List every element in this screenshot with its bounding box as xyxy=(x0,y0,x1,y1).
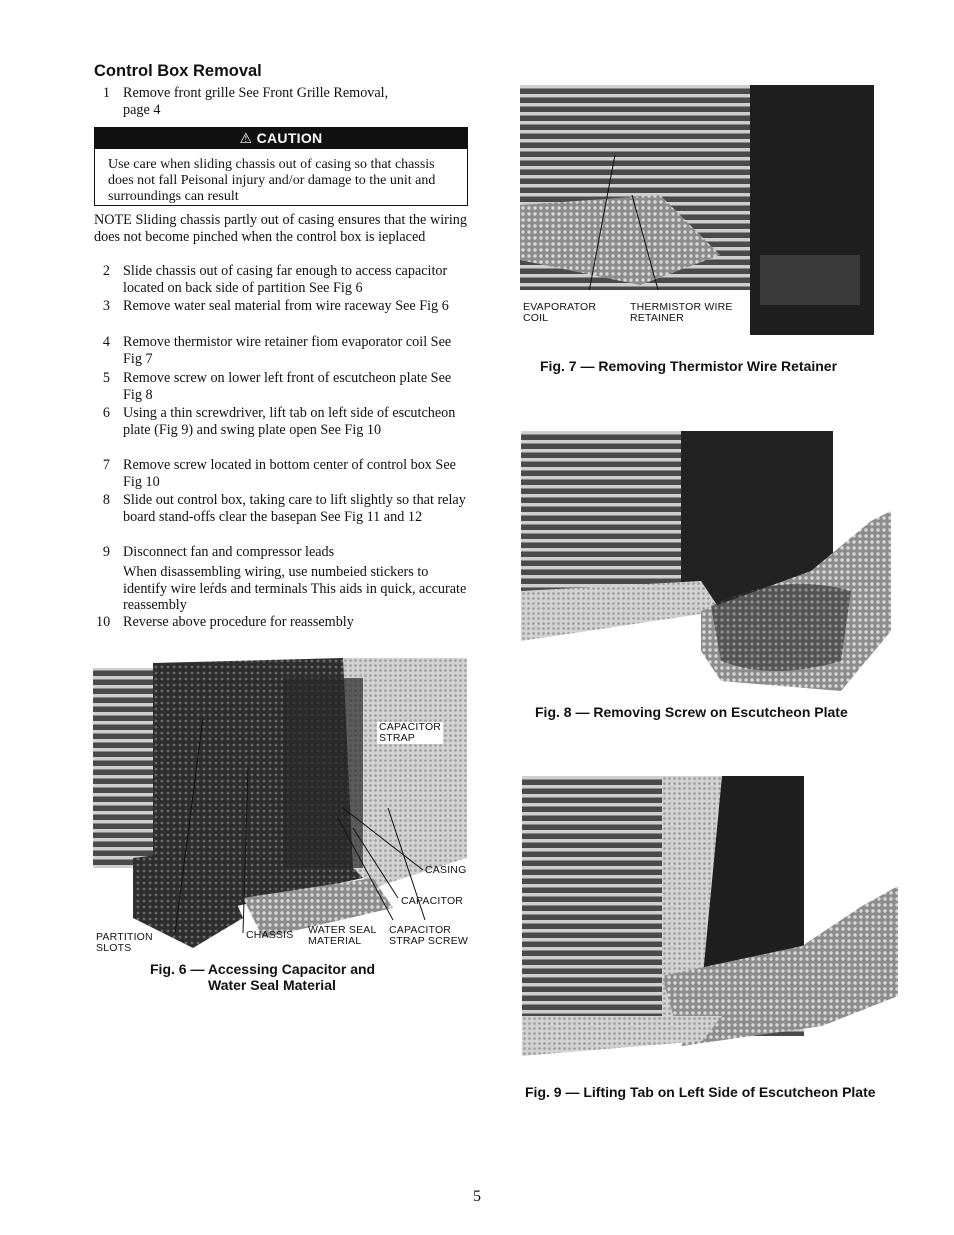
caution-header xyxy=(95,128,467,149)
step-text: Slide out control box, taking care to lift slightly so that relay board stand-offs clear the basepan See Fig 11 and 12 xyxy=(123,492,466,525)
step-number: 10 xyxy=(96,614,111,630)
step-number: 9 xyxy=(102,544,110,560)
fig6-label-partition-slots: PARTITION SLOTS xyxy=(96,931,153,954)
page-number: 5 xyxy=(473,1188,481,1205)
step-number: 4 xyxy=(102,334,110,350)
step-number: 1 xyxy=(102,85,110,101)
step-text: Remove screw on lower left front of escutcheon plate See Fig 8 xyxy=(123,370,452,403)
step-text: Remove water seal material from wire raceway See Fig 6 xyxy=(123,298,449,314)
fig6-label-capacitor: CAPACITOR xyxy=(401,895,464,907)
step-text: Reverse above procedure for reassembly xyxy=(123,614,354,630)
fig6-label-casing: CASING xyxy=(425,864,467,876)
caution-box xyxy=(94,127,468,206)
fig8-caption: Fig. 8 — Removing Screw on Escutcheon Plate xyxy=(535,704,848,720)
fig7-label-evaporator-coil: EVAPORATOR COIL xyxy=(523,301,597,324)
fig8-photo xyxy=(521,431,891,691)
fig6-label-capacitor-strap: CAPACITOR STRAP xyxy=(379,721,442,744)
fig6-label-chassis: CHASSIS xyxy=(246,929,294,941)
fig9-photo xyxy=(522,776,898,1076)
step-number: 5 xyxy=(102,370,110,386)
fig7-caption: Fig. 7 — Removing Thermistor Wire Retainer xyxy=(540,358,838,374)
step-9-note: When disassembling wiring, use numbeied stickers to identify wire leŕds and terminals This aids in quick, accurate reassembly xyxy=(123,564,467,613)
step-text: Using a thin screwdriver, lift tab on left side of escutcheon plate (Fig 9) and swing plate open See Fig 10 xyxy=(123,405,456,438)
fig7-label-thermistor-retainer: THERMISTOR WIRE RETAINER xyxy=(630,301,733,324)
step-number: 8 xyxy=(102,492,110,508)
step-text: Slide chassis out of casing far enough to access capacitor located on back side of partition See Fig 6 xyxy=(123,263,448,296)
caution-title: CAUTION xyxy=(256,130,323,146)
fig6-label-strap-screw: CAPACITOR STRAP SCREW xyxy=(389,924,469,947)
step-text: Remove thermistor wire retainer fiom evaporator coil See Fig 7 xyxy=(123,334,452,367)
step-text: Remove screw located in bottom center of control box See Fig 10 xyxy=(123,457,456,490)
step-text: Disconnect fan and compressor leads xyxy=(123,544,335,560)
step-number: 2 xyxy=(102,263,110,279)
step-item xyxy=(96,85,468,119)
fig6-label-water-seal: WATER SEAL MATERIAL xyxy=(308,924,377,947)
caution-text: Use care when sliding chassis out of casing so that chassis does not fall Peisonal injury and/or damage to the unit and surroundings can result xyxy=(108,157,436,204)
note-paragraph: NOTE Sliding chassis partly out of casing ensures that the wiring does not become pinched when the control box is ieplaced xyxy=(94,212,467,245)
fig9-caption: Fig. 9 — Lifting Tab on Left Side of Escutcheon Plate xyxy=(525,1084,876,1100)
step-text: Remove front grille See Front Grille Removal, page 4 xyxy=(123,85,389,118)
caution-warning-icon: ⚠ xyxy=(239,130,253,146)
section-title: Control Box Removal xyxy=(94,62,262,80)
step-number: 6 xyxy=(102,405,110,421)
fig6-caption: Fig. 6 — Accessing Capacitor and Water Seal Material xyxy=(150,961,376,993)
step-number: 3 xyxy=(102,298,110,314)
step-number: 7 xyxy=(102,457,110,473)
